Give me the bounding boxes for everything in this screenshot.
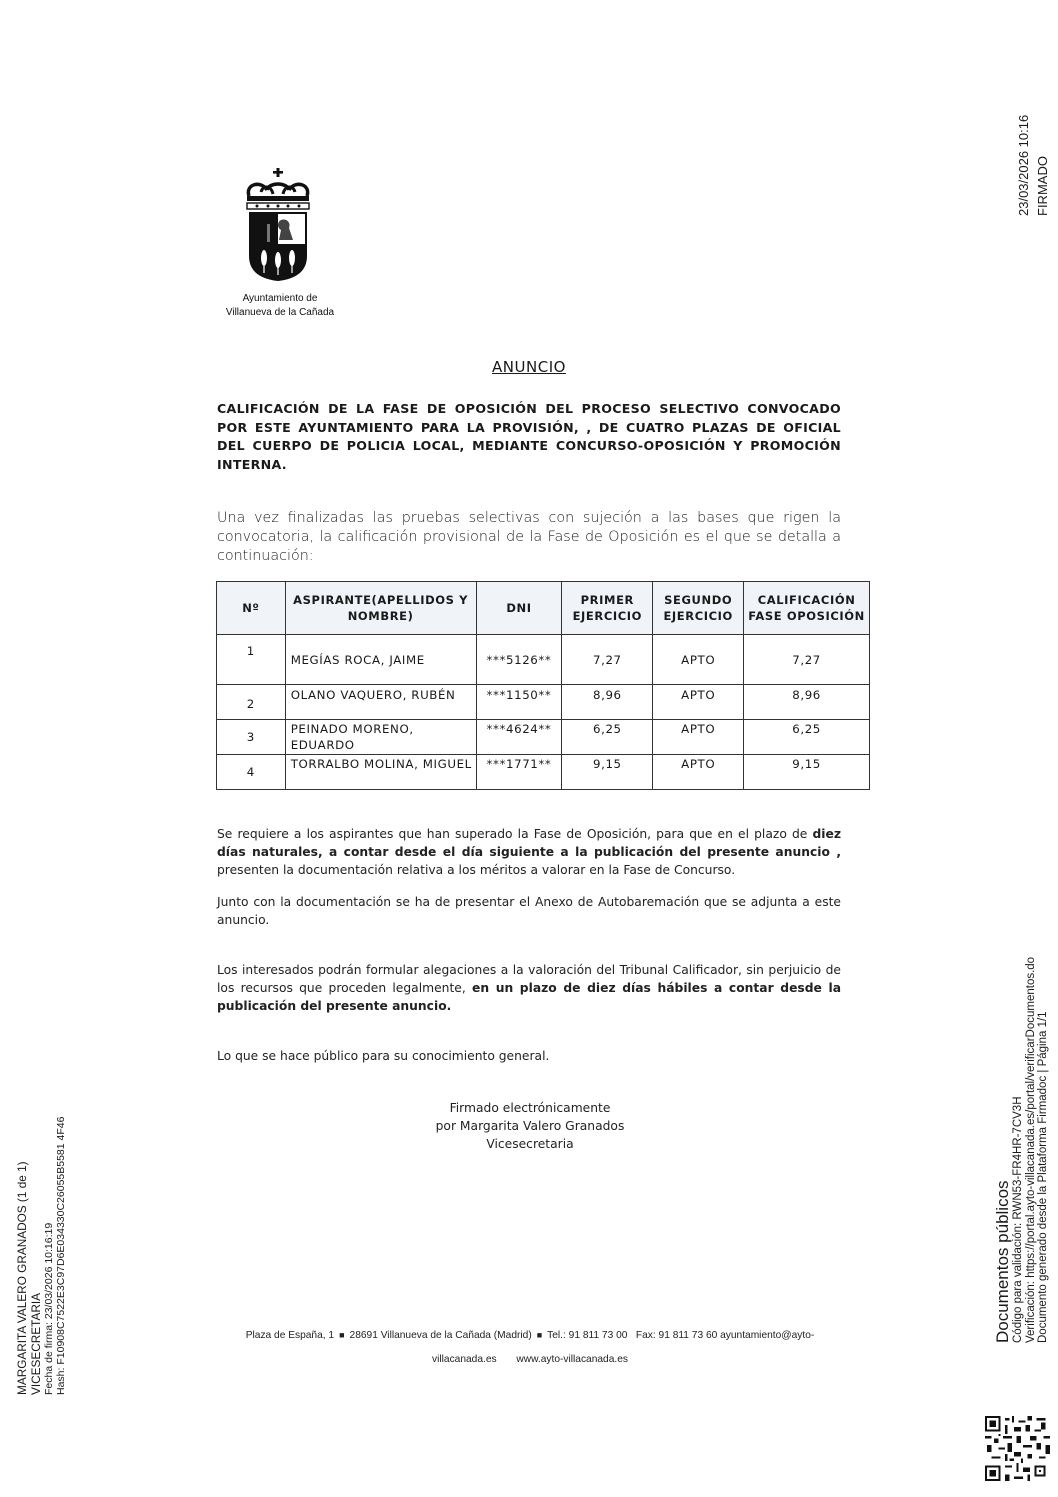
row-grade: 7,27 xyxy=(744,635,870,685)
row-first: 7,27 xyxy=(562,635,653,685)
document-subject: CALIFICACIÓN DE LA FASE DE OPOSICIÓN DEL PROCESO SELECTIVO CONVOCADO POR ESTE AYUNTAMIENTO PARA LA PROVISIÓN, , DE CUATRO PLAZAS DE OFICIAL DEL CUERPO DE POLICIA LOCAL, MEDIANTE CONCURSO-OPOSICIÓN Y PROMOCIÓN INTERNA. xyxy=(217,401,841,472)
footer-fax: Fax: 91 811 73 60 ayuntamiento@ayto- xyxy=(635,1330,815,1341)
bullet-icon: ■ xyxy=(536,1330,543,1340)
intro-paragraph: Una vez finalizadas las pruebas selectivas con sujeción a las bases que rigen la convocatoria, la calificación provisional de la Fase de Oposición es el que se detalla a continuación: xyxy=(217,510,841,564)
verification-title: Documentos públicos xyxy=(993,1180,1012,1343)
coat-of-arms-logo xyxy=(243,168,313,283)
footer-city: 28691 Villanueva de la Cañada (Madrid) xyxy=(349,1330,532,1341)
signer-name: MARGARITA VALERO GRANADOS (1 de 1) xyxy=(15,1161,29,1395)
row-second: APTO xyxy=(653,685,744,720)
document-title: ANUNCIO xyxy=(492,358,566,376)
footer-email-end: villacanada.es xyxy=(432,1354,497,1365)
stamp-status: FIRMADO xyxy=(1035,156,1050,216)
table-row xyxy=(217,720,870,755)
table-row xyxy=(217,635,870,685)
footer-phone: Tel.: 91 811 73 00 xyxy=(547,1330,628,1341)
appeals-paragraph xyxy=(217,961,841,1015)
verification-url[interactable]: Verificación: https://portal.ayto-villacanada.es/portal/verificarDocumentos.do xyxy=(1024,956,1037,1343)
row-grade: 6,25 xyxy=(744,720,870,755)
row-name: OLANO VAQUERO, RUBÉN xyxy=(285,685,476,720)
signer-date: Fecha de firma: 23/03/2026 10:16:19 xyxy=(43,1222,55,1395)
row-grade: 8,96 xyxy=(744,685,870,720)
qr-code-icon xyxy=(985,1416,1050,1481)
row-num: 2 xyxy=(217,685,286,720)
header-applicant: ASPIRANTE(APELLIDOS Y NOMBRE) xyxy=(285,582,476,635)
requirement-text-a: Se requiere a los aspirantes que han superado la Fase de Oposición, para que en el plazo de xyxy=(217,827,813,841)
closing-paragraph: Lo que se hace público para su conocimiento general. xyxy=(217,1049,550,1063)
appeals-deadline: en un plazo de diez días hábiles a contar desde la publicación del presente anuncio. xyxy=(217,981,841,1013)
header-second-exercise: SEGUNDO EJERCICIO xyxy=(653,582,744,635)
page-footer xyxy=(205,1323,855,1372)
header-first-exercise: PRIMER EJERCICIO xyxy=(562,582,653,635)
footer-address: Plaza de España, 1 xyxy=(245,1330,335,1341)
bullet-icon: ■ xyxy=(339,1330,345,1340)
signature-line2: por Margarita Valero Granados xyxy=(435,1119,625,1133)
organization-line2: Villanueva de la Cañada xyxy=(225,307,335,318)
signature-block xyxy=(330,1099,730,1153)
annex-paragraph: Junto con la documentación se ha de presentar el Anexo de Autobaremación que se adjunta a este anuncio. xyxy=(217,895,841,927)
requirement-deadline: diez días naturales, a contar desde el día siguiente a la publicación del presente anuncio , xyxy=(217,827,841,859)
signature-line3: Vicesecretaria xyxy=(486,1137,574,1151)
requirement-paragraph xyxy=(217,825,841,879)
requirement-text-c: presenten la documentación relativa a los méritos a valorar en la Fase de Concurso. xyxy=(217,863,736,877)
row-second: APTO xyxy=(653,755,744,790)
header-num: Nº xyxy=(217,582,286,635)
footer-web[interactable]: www.ayto-villacanada.es xyxy=(516,1354,628,1365)
signer-role: VICESECRETARIA xyxy=(29,1292,43,1395)
stamp-date: 23/03/2026 10:16 xyxy=(1016,114,1031,216)
row-dni: ***1150** xyxy=(476,685,562,720)
row-name: TORRALBO MOLINA, MIGUEL xyxy=(285,755,476,790)
row-first: 8,96 xyxy=(562,685,653,720)
row-num: 4 xyxy=(217,755,286,790)
row-second: APTO xyxy=(653,720,744,755)
row-name: PEINADO MORENO, EDUARDO xyxy=(285,720,476,755)
row-first: 6,25 xyxy=(562,720,653,755)
table-header-row xyxy=(217,582,870,635)
organization-name xyxy=(200,292,360,320)
results-table xyxy=(216,581,870,790)
header-dni: DNI xyxy=(476,582,562,635)
header-grade: CALIFICACIÓN FASE OPOSICIÓN xyxy=(744,582,870,635)
row-dni: ***1771** xyxy=(476,755,562,790)
signature-stamp xyxy=(1014,115,1052,216)
appeals-text-a: Los interesados podrán formular alegaciones a la valoración del Tribunal Calificador, sin perjuicio de los recursos que proceden legalmente, xyxy=(217,963,841,995)
row-num: 1 xyxy=(217,635,286,685)
table-row xyxy=(217,685,870,720)
row-dni: ***4624** xyxy=(476,720,562,755)
signature-line1: Firmado electrónicamente xyxy=(449,1101,611,1115)
row-grade: 9,15 xyxy=(744,755,870,790)
verification-code: Código para validación: RWN53-FR4HR-7CV3H xyxy=(1012,1096,1024,1343)
row-name: MEGÍAS ROCA, JAIME xyxy=(285,635,476,685)
row-num: 3 xyxy=(217,720,286,755)
row-dni: ***5126** xyxy=(476,635,562,685)
row-second: APTO xyxy=(653,635,744,685)
signer-info xyxy=(15,1117,67,1395)
table-row xyxy=(217,755,870,790)
organization-line1: Ayuntamiento de xyxy=(242,293,318,304)
row-first: 9,15 xyxy=(562,755,653,790)
verification-info xyxy=(994,957,1050,1343)
verification-platform: Documento generado desde la Plataforma Firmadoc | Página 1/1 xyxy=(1037,1011,1049,1343)
signer-hash: Hash: F10908C7522E3C97D6E034330C26055B5581 4F46 xyxy=(55,1116,67,1395)
